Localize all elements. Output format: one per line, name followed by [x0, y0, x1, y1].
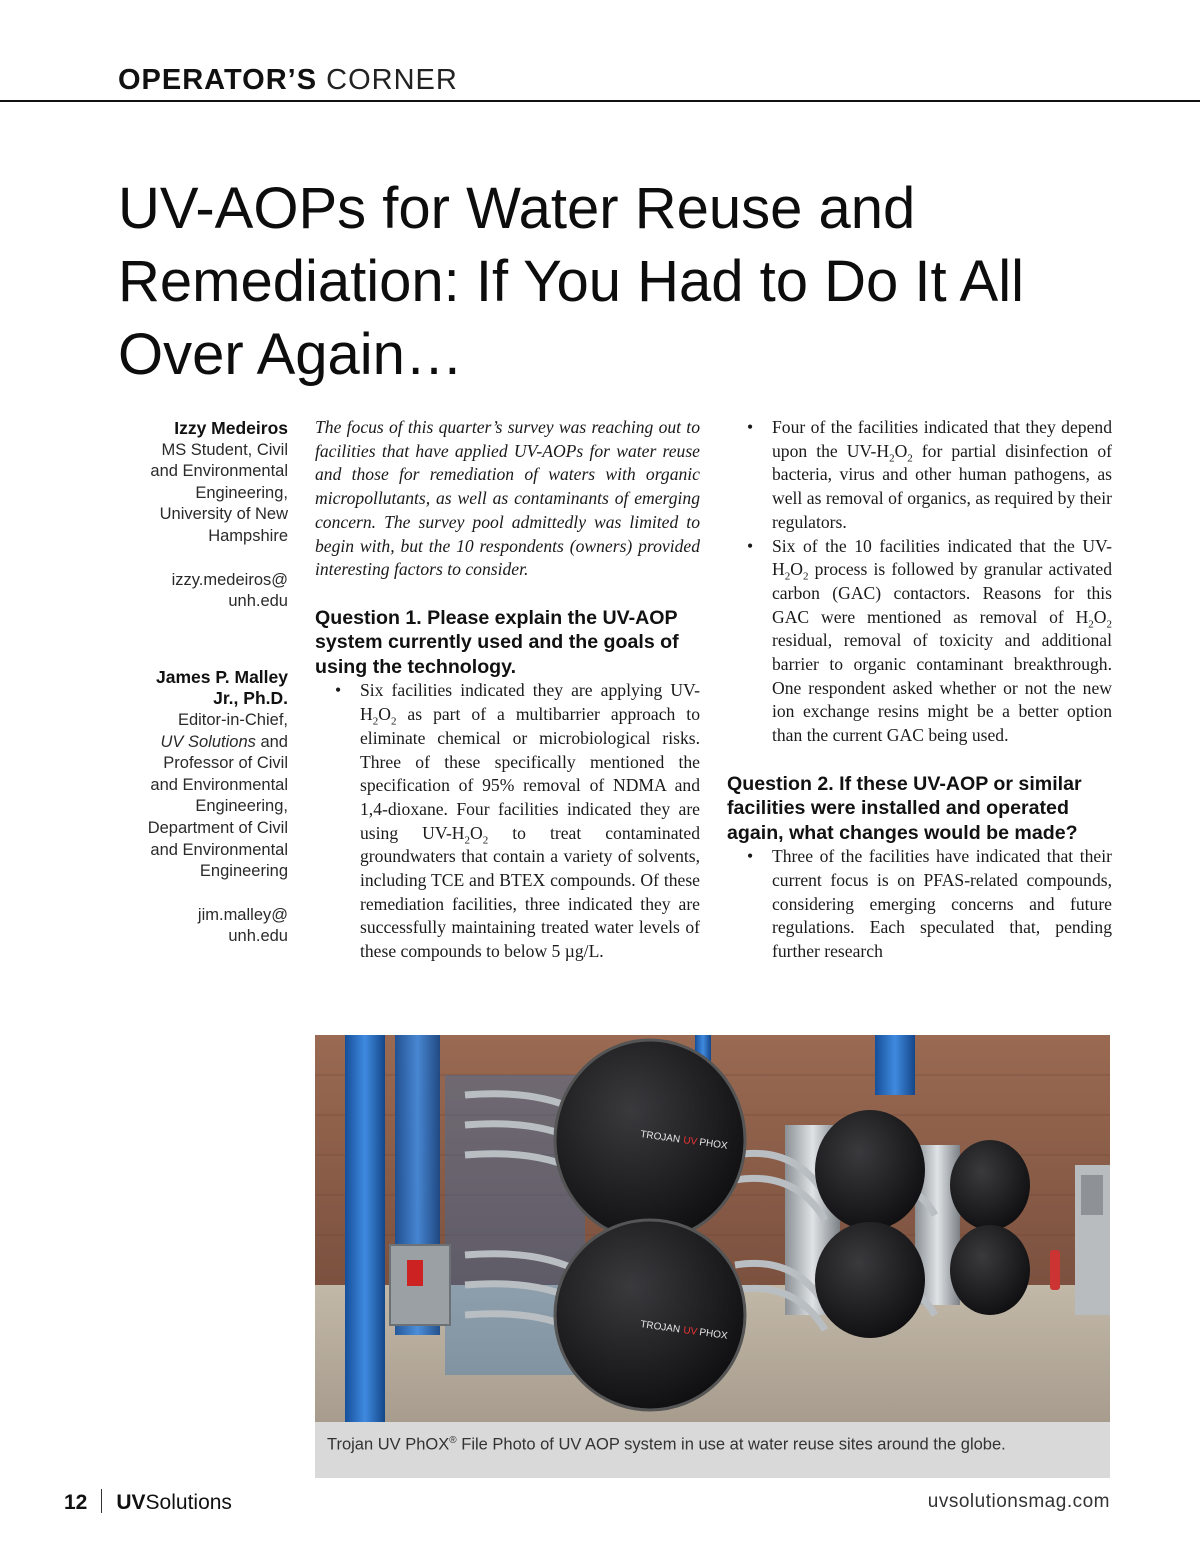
subscript: 2 — [464, 834, 471, 847]
author-affiliation-line: University of New — [159, 505, 288, 524]
publication-name: UV Solutions — [160, 732, 256, 751]
author-publication — [100, 732, 288, 754]
bullet-text: to treat contaminated groundwaters that contain a variety of solvents, including TCE and BTEX compounds. Of these remediation facilities, three indicated they are successfully maintaining treated water levels of these compounds to below 5 µg/L. — [360, 822, 701, 962]
subscript: 2 — [889, 452, 895, 465]
bullet-text: process is followed by granular activated carbon (GAC) contactors. Reasons for this GAC were mentioned as removal of H — [772, 559, 1112, 627]
bullet-text: residual, removal of toxicity and additional barrier to organic contaminant breakthrough. One respondent asked whether or not the new ion exchange resins might be a better option than the current GAC being used. — [772, 630, 1112, 746]
brand-label-uv: UV — [682, 1135, 698, 1148]
author-affiliation-line: and Environmental — [150, 775, 288, 794]
section-label-bold: OPERATOR’S — [118, 64, 318, 96]
intro-paragraph: The focus of this quarter’s survey was reaching out to facilities that have applied UV-AOPs for water reuse and those for remediation of waters with organic micropollutants, as well as contaminants of emerging concern. The survey pool admittedly was limited to begin with, but the 10 respondents (owners) provided interesting factors to consider. — [315, 417, 700, 580]
author-affiliation-line: Engineering, — [195, 797, 288, 816]
subscript: 2 — [1106, 618, 1112, 631]
subscript: 2 — [390, 715, 397, 728]
publication-brand-light: Solutions — [145, 1491, 232, 1514]
bullet-text: O — [470, 822, 483, 843]
registered-mark: ® — [449, 1435, 457, 1446]
bullet-item — [727, 416, 1112, 535]
bullet-text: O — [790, 559, 803, 580]
question-1-bullets-continued — [727, 416, 1112, 748]
bullet-item — [727, 535, 1112, 748]
question-1-heading: Question 1. Please explain the UV-AOP system currently used and the goals of using the technology. — [315, 606, 679, 678]
author-role: Editor-in-Chief, — [177, 710, 288, 729]
brand-label-uv: UV — [682, 1325, 698, 1338]
bullet-text: O — [1093, 606, 1107, 627]
caption-text: File Photo of UV AOP system in use at water reuse sites around the globe. — [456, 1435, 1006, 1454]
bullet-text: O — [894, 440, 908, 461]
author-email[interactable]: izzy.medeiros@ — [171, 570, 288, 589]
brand-label-phox: PHOX — [698, 1137, 729, 1152]
subscript: 2 — [372, 715, 379, 728]
question-1-bullets — [315, 679, 700, 963]
author-affiliation-line: Engineering — [199, 862, 288, 881]
subscript: 2 — [784, 570, 791, 583]
brand-label-trojan: TROJAN — [639, 1129, 681, 1146]
subscript: 2 — [482, 834, 489, 847]
author-affiliation-line: and Environmental — [150, 462, 288, 481]
article-title: UV-AOPs for Water Reuse and Remediation: If You Had to Do It All Over Again… — [118, 176, 1024, 387]
author-affiliation-line: Engineering, — [195, 483, 288, 502]
author-affiliation-line: Department of Civil — [147, 818, 288, 837]
subscript: 2 — [907, 452, 913, 465]
question-2-bullets — [727, 845, 1112, 964]
author-affiliation-line: and Environmental — [150, 840, 288, 859]
caption-text: Trojan UV PhOX — [327, 1435, 450, 1454]
author-affiliation-line: MS Student, Civil — [161, 440, 288, 459]
footer-separator — [101, 1489, 102, 1513]
bullet-text: Four of the facilities indicated that they depend upon the UV-H — [772, 417, 1112, 461]
bullet-text: Six of the 10 facilities indicated that the UV-H — [772, 535, 1112, 580]
page-number: 12 — [64, 1491, 88, 1514]
author-affiliation-line: Hampshire — [208, 526, 288, 545]
bullet-text: as part of a multibarrier approach to eliminate chemical or microbiological risks. Three of these specifically mentioned the specification of 95% removal of NDMA and 1,4-dioxane. Four facilities indicated they are using UV-H — [360, 704, 700, 843]
bullet-text: Six facilities indicated they are applying UV-H — [360, 680, 700, 725]
bullet-item: • Three of the facilities have indicated that their current focus is on PFAS-related compounds, considering emerging concerns and future regulations. Each speculated that, pending further research — [727, 845, 1112, 964]
bullet-item — [315, 679, 700, 963]
author-name: James P. Malley — [156, 666, 288, 687]
photo-caption — [327, 1430, 1067, 1456]
bullet-text: for partial disinfection of bacteria, virus and other human pathogens, as well as removal of organics, as required by their regulators. — [772, 440, 1112, 532]
brand-label-phox: PHOX — [698, 1327, 729, 1342]
author-sidebar — [100, 418, 288, 948]
photo-illustration — [315, 1035, 1110, 1422]
column-right — [727, 416, 1112, 964]
author-affiliation-line: Professor of Civil — [163, 754, 288, 773]
bullet-text: O — [378, 704, 391, 725]
header-rule — [0, 100, 1200, 102]
subscript: 2 — [802, 570, 809, 583]
column-middle — [315, 416, 700, 964]
photo-caption-box — [315, 1422, 1110, 1478]
footer-website[interactable]: uvsolutionsmag.com — [927, 1491, 1110, 1512]
question-2-heading: Question 2. If these UV-AOP or similar facilities were installed and operated again, what changes would be made? — [727, 772, 1082, 844]
author-name: Jr., Ph.D. — [213, 688, 288, 709]
section-header — [118, 64, 458, 97]
publication-conjunction: and — [255, 732, 288, 751]
publication-brand-bold: UV — [116, 1491, 146, 1514]
author-email[interactable]: unh.edu — [228, 927, 288, 946]
subscript: 2 — [1088, 618, 1094, 631]
author-email[interactable]: unh.edu — [228, 592, 288, 611]
uv-aop-system-photo — [315, 1035, 1110, 1422]
brand-label-trojan: TROJAN — [639, 1319, 681, 1336]
footer-left — [64, 1489, 232, 1515]
section-label-light: CORNER — [326, 64, 458, 96]
author-email[interactable]: jim.malley@ — [197, 905, 288, 924]
author-name: Izzy Medeiros — [174, 418, 288, 438]
